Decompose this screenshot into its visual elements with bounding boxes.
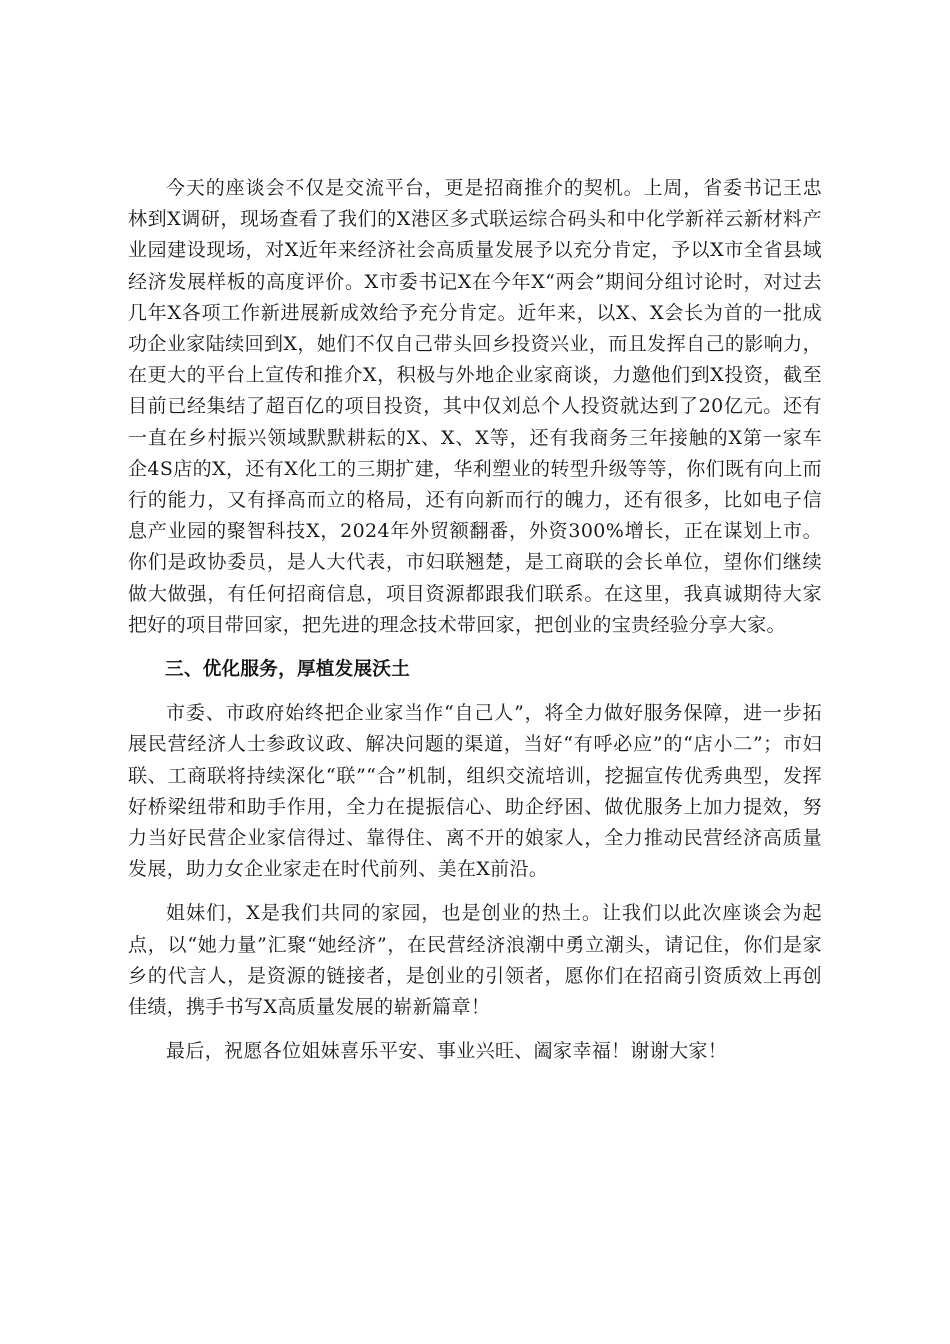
paragraph-sisters-call: 姐妹们，X是我们共同的家园，也是创业的热土。让我们以此次座谈会为起点，以“她力量”汇聚“她经济”，在民营经济浪潮中勇立潮头，请记住，你们是家乡的代言人，是资源的链接者，是创业的引领者，愿你们在招商引资质效上再创佳绩，携手书写X高质量发展的崭新篇章！ [128, 902, 822, 1019]
paragraph-service-guarantee: 市委、市政府始终把企业家当作“自己人”，将全力做好服务保障，进一步拓展民营经济人士参政议政、解决问题的渠道，当好“有呼必应”的“店小二”；市妇联、工商联将持续深化“联”“合”机制，组织交流培训，挖掘宣传优秀典型，发挥好桥梁纽带和助手作用，全力在提振信心、助企纾困、做优服务上加力提效，努力当好民营企业家信得过、靠得住、离不开的娘家人，全力推动民营经济高质量发展，助力女企业家走在时代前列、美在X前沿。 [128, 702, 822, 881]
paragraph-investment-promotion: 今天的座谈会不仅是交流平台，更是招商推介的契机。上周，省委书记王忠林到X调研，现场查看了我们的X港区多式联运综合码头和中化学新祥云新材料产业园建设现场，对X近年来经济社会高质量发展予以充分肯定，予以X市全省县域经济发展样板的高度评价。X市委书记X在今年X“两会”期间分组讨论时，对过去几年X各项工作新进展新成效给予充分肯定。近年来，以X、X会长为首的一批成功企业家陆续回到X，她们不仅自己带头回乡投资兴业，而且发挥自己的影响力，在更大的平台上宣传和推介X，积极与外地企业家商谈，力邀他们到X投资，截至目前已经集结了超百亿的项目投资，其中仅刘总个人投资就达到了20亿元。还有一直在乡村振兴领域默默耕耘的X、X、X等，还有我商务三年接触的X第一家车企4S店的X，还有X化工的三期扩建，华利塑业的转型升级等等，你们既有向上而行的能力，又有择高而立的格局，还有向新而行的魄力，还有很多，比如电子信息产业园的聚智科技X，2024年外贸额翻番，外资300%增长，正在谋划上市。你们是政协委员，是人大代表，市妇联翘楚，是工商联的会长单位，望你们继续做大做强，有任何招商信息，项目资源都跟我们联系。在这里，我真诚期待大家把好的项目带回家，把先进的理念技术带回家，把创业的宝贵经验分享大家。 [128, 177, 822, 636]
section-heading-optimize-service: 三、优化服务，厚植发展沃土 [165, 659, 411, 681]
document-body [128, 173, 822, 1080]
paragraph-closing-wishes: 最后，祝愿各位姐妹喜乐平安、事业兴旺、阖家幸福！谢谢大家！ [166, 1040, 728, 1063]
